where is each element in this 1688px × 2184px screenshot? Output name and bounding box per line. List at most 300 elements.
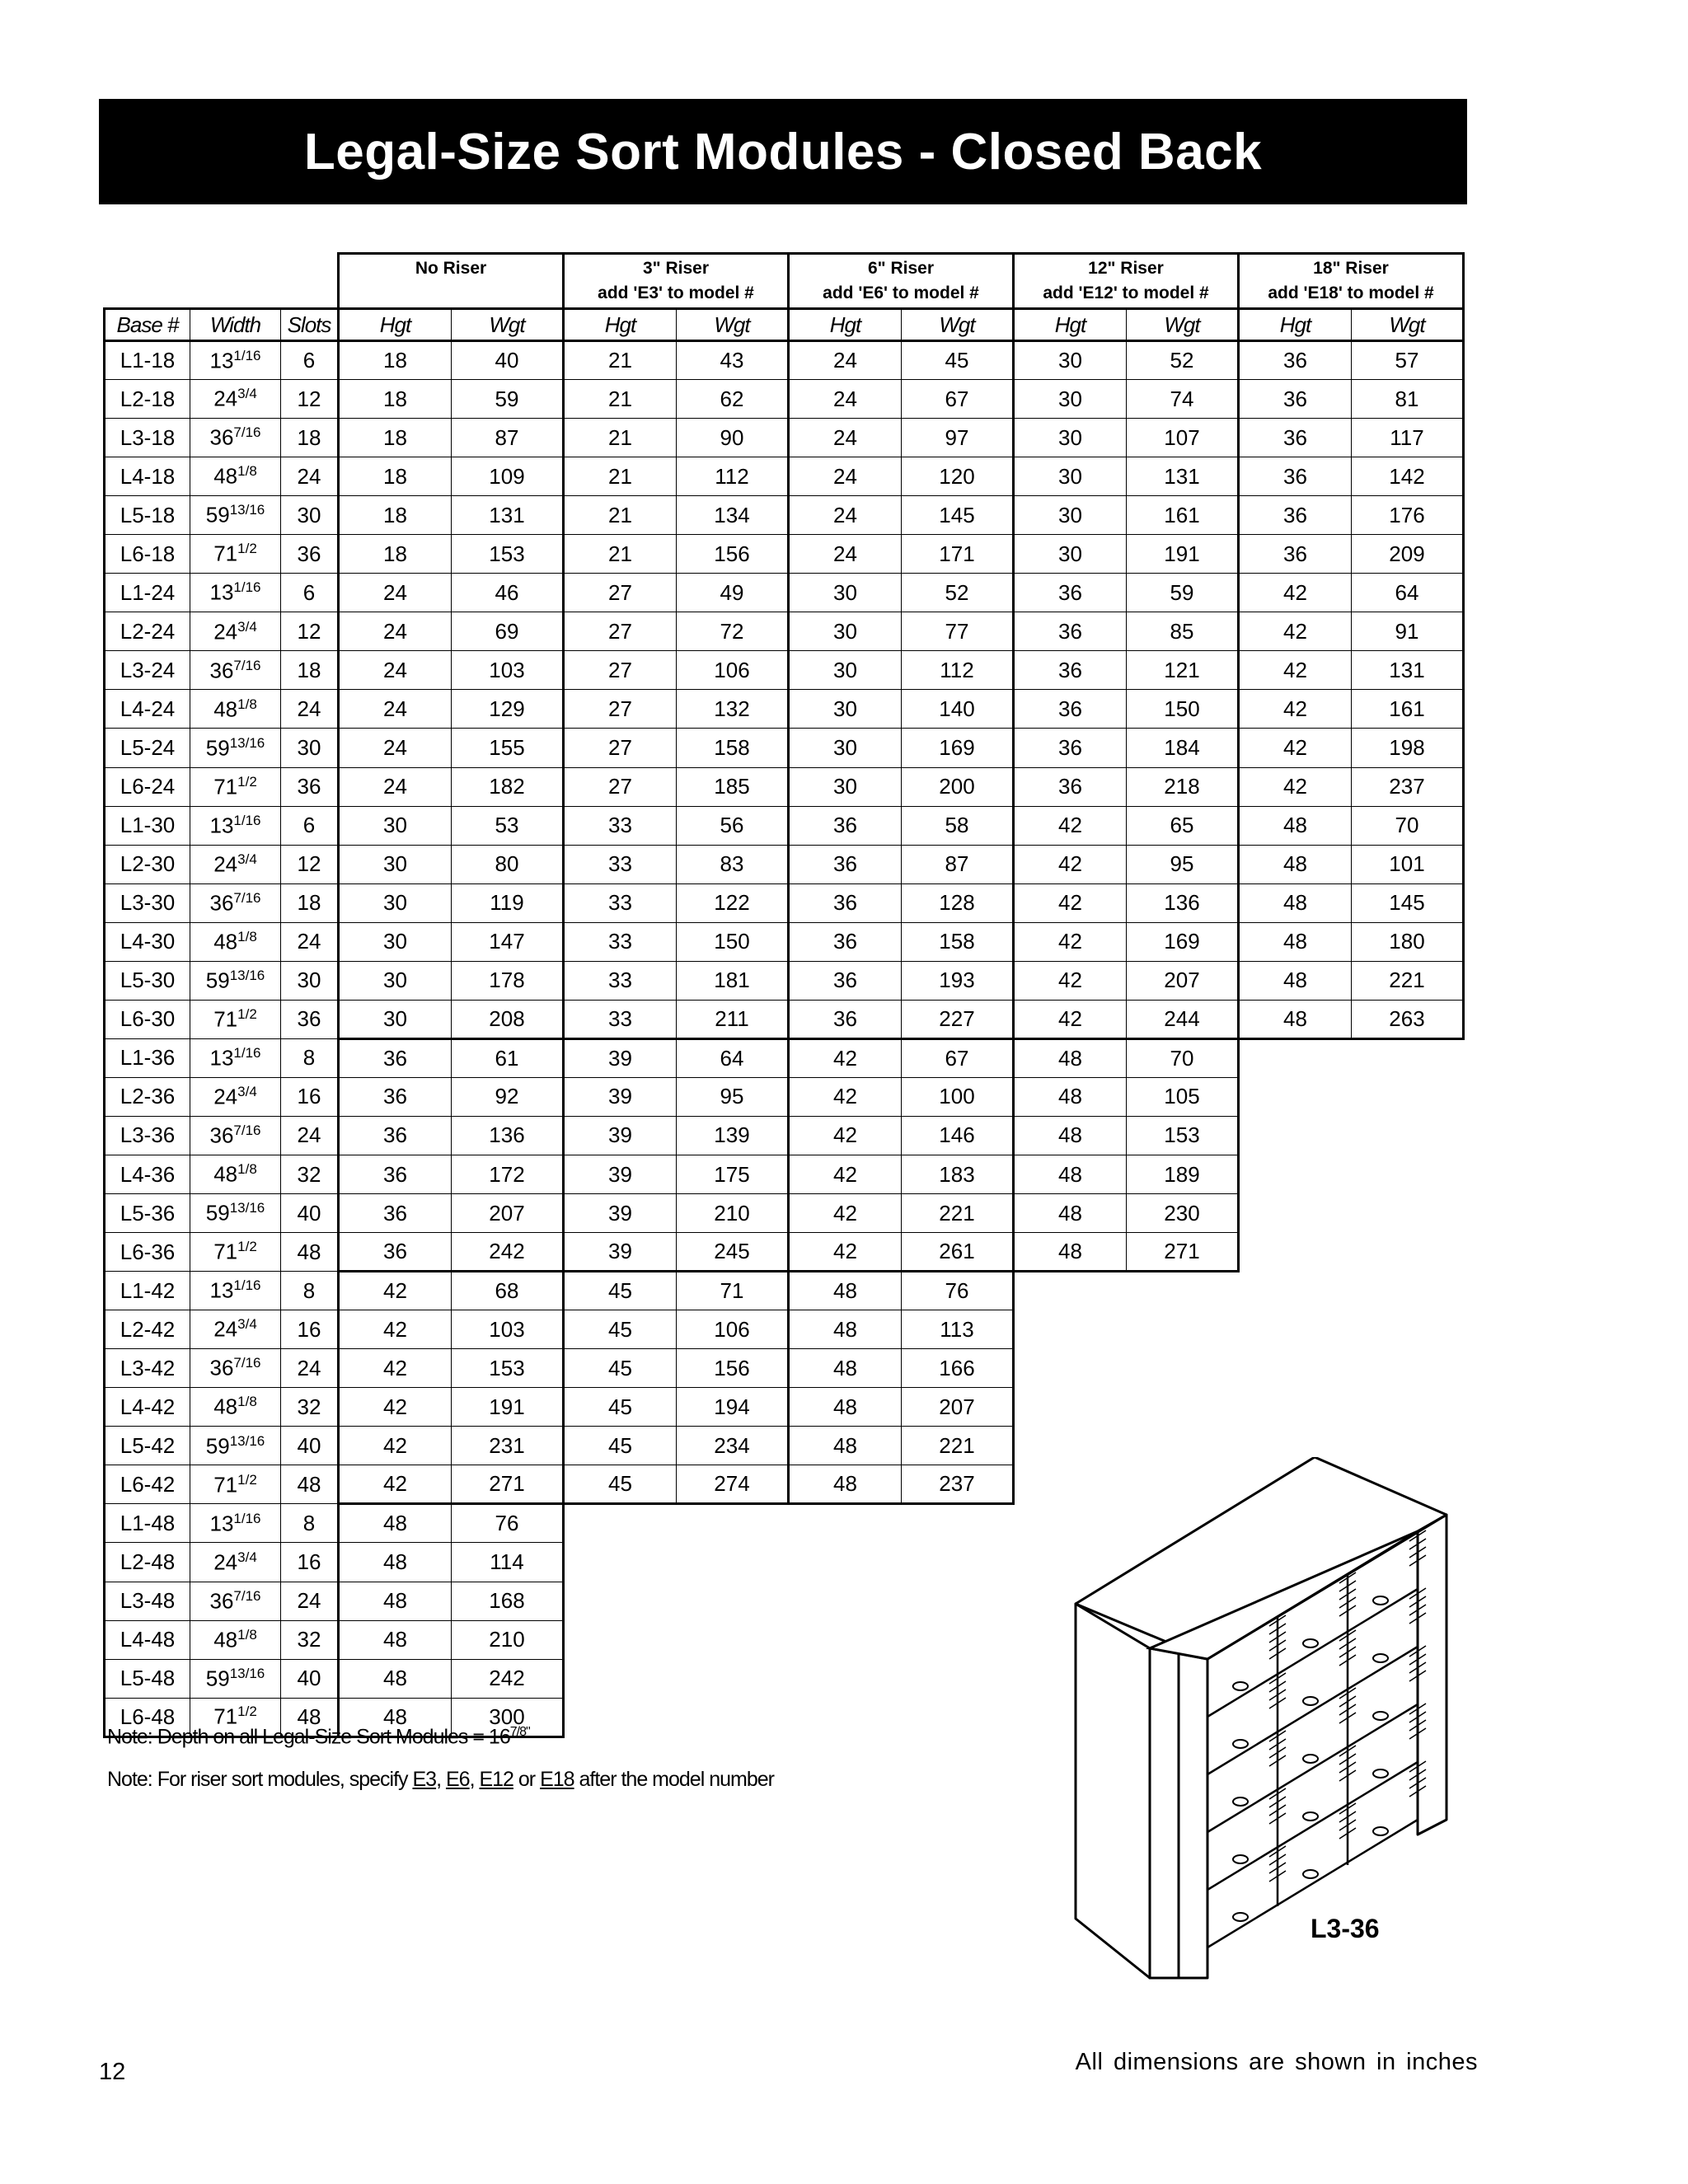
cell-hgt: 33 xyxy=(564,922,677,961)
cell-wgt: 231 xyxy=(452,1427,564,1465)
cell-wgt: 70 xyxy=(1352,806,1464,845)
cell-wgt: 193 xyxy=(902,961,1014,1000)
table-row xyxy=(105,574,1464,612)
cell-hgt: 30 xyxy=(1014,419,1127,457)
cell-hgt: 30 xyxy=(339,922,452,961)
empty-cell xyxy=(902,1620,1014,1659)
empty-cell xyxy=(677,1620,789,1659)
width-whole: 36 xyxy=(209,658,234,683)
cell-wgt: 92 xyxy=(452,1077,564,1116)
column-header-0: Base # xyxy=(105,309,190,341)
cell-hgt: 48 xyxy=(339,1620,452,1659)
cell-hgt: 36 xyxy=(789,806,902,845)
cell-wgt: 80 xyxy=(452,845,564,883)
cell-width xyxy=(190,1543,281,1582)
cell-wgt: 65 xyxy=(1127,806,1239,845)
cell-width xyxy=(190,1504,281,1543)
cell-wgt: 59 xyxy=(452,380,564,419)
cell-base: L5-42 xyxy=(105,1427,190,1465)
cell-wgt: 91 xyxy=(1352,612,1464,651)
cell-width xyxy=(190,1427,281,1465)
cell-hgt: 18 xyxy=(339,457,452,496)
cell-base: L5-18 xyxy=(105,496,190,535)
cell-slots: 18 xyxy=(281,883,339,922)
riser-note-prefix: Note: For riser sort modules, specify xyxy=(107,1768,413,1791)
cell-width xyxy=(190,1038,281,1077)
width-fraction: 3/4 xyxy=(237,618,257,635)
cell-base: L3-42 xyxy=(105,1349,190,1388)
width-whole: 71 xyxy=(213,1006,238,1032)
cell-wgt: 194 xyxy=(677,1388,789,1427)
table-row xyxy=(105,1272,1464,1310)
width-fraction: 3/4 xyxy=(237,851,257,867)
cell-wgt: 52 xyxy=(902,574,1014,612)
cell-wgt: 114 xyxy=(452,1543,564,1582)
column-header-6: Wgt xyxy=(677,309,789,341)
cell-hgt: 36 xyxy=(1014,767,1127,806)
cell-wgt: 237 xyxy=(902,1465,1014,1504)
cell-slots: 40 xyxy=(281,1194,339,1233)
width-fraction: 1/2 xyxy=(237,1239,257,1255)
cell-wgt: 169 xyxy=(1127,922,1239,961)
cell-base: L2-18 xyxy=(105,380,190,419)
group-header-4 xyxy=(1239,254,1464,309)
cell-wgt: 132 xyxy=(677,690,789,729)
cell-wgt: 40 xyxy=(452,341,564,380)
cell-hgt: 48 xyxy=(1014,1116,1127,1155)
width-whole: 59 xyxy=(205,503,230,528)
empty-cell xyxy=(564,1543,677,1582)
cell-wgt: 62 xyxy=(677,380,789,419)
width-fraction: 1/2 xyxy=(237,1704,257,1720)
cell-hgt: 30 xyxy=(789,574,902,612)
cell-width xyxy=(190,767,281,806)
empty-cell xyxy=(789,1504,902,1543)
cell-hgt: 42 xyxy=(789,1038,902,1077)
cell-slots: 16 xyxy=(281,1310,339,1349)
width-fraction: 1/8 xyxy=(237,1394,257,1410)
empty-cell xyxy=(902,1698,1014,1736)
riser-note-suffix: after the model number xyxy=(574,1768,774,1791)
width-whole: 36 xyxy=(209,1356,234,1381)
column-header-3: Hgt xyxy=(339,309,452,341)
cell-wgt: 87 xyxy=(452,419,564,457)
cell-hgt: 48 xyxy=(1239,922,1352,961)
empty-cell xyxy=(1352,1155,1464,1193)
cell-wgt: 207 xyxy=(1127,961,1239,1000)
cell-width xyxy=(190,1465,281,1504)
cell-base: L4-30 xyxy=(105,922,190,961)
group-header-3 xyxy=(1014,254,1239,309)
cell-wgt: 76 xyxy=(452,1504,564,1543)
table-row xyxy=(105,1310,1464,1349)
cell-hgt: 24 xyxy=(789,457,902,496)
cell-hgt: 42 xyxy=(1014,806,1127,845)
cell-wgt: 182 xyxy=(452,767,564,806)
cell-wgt: 107 xyxy=(1127,419,1239,457)
cell-base: L3-30 xyxy=(105,883,190,922)
cell-wgt: 153 xyxy=(452,535,564,574)
cell-hgt: 45 xyxy=(564,1427,677,1465)
cell-hgt: 24 xyxy=(339,690,452,729)
cell-hgt: 30 xyxy=(339,961,452,1000)
group-subtitle: add 'E18' to model # xyxy=(1268,284,1434,302)
cell-hgt: 24 xyxy=(339,651,452,690)
cell-slots: 30 xyxy=(281,729,339,767)
cell-hgt: 27 xyxy=(564,574,677,612)
cell-width xyxy=(190,612,281,651)
width-whole: 24 xyxy=(213,1549,238,1575)
cell-hgt: 48 xyxy=(789,1349,902,1388)
cell-wgt: 101 xyxy=(1352,845,1464,883)
empty-cell xyxy=(1352,1310,1464,1349)
empty-cell xyxy=(677,1543,789,1582)
cell-wgt: 261 xyxy=(902,1233,1014,1272)
cell-base: L4-18 xyxy=(105,457,190,496)
cell-hgt: 48 xyxy=(1014,1194,1127,1233)
riser-code-e12: E12 xyxy=(479,1768,513,1791)
cell-wgt: 166 xyxy=(902,1349,1014,1388)
cell-base: L2-48 xyxy=(105,1543,190,1582)
empty-cell xyxy=(789,1698,902,1736)
empty-cell xyxy=(1239,1077,1352,1116)
cell-hgt: 21 xyxy=(564,419,677,457)
cell-hgt: 42 xyxy=(1014,961,1127,1000)
cell-hgt: 36 xyxy=(1014,729,1127,767)
cell-hgt: 48 xyxy=(1014,1038,1127,1077)
cell-slots: 16 xyxy=(281,1077,339,1116)
cell-width xyxy=(190,1620,281,1659)
cell-slots: 32 xyxy=(281,1620,339,1659)
cell-wgt: 128 xyxy=(902,883,1014,922)
cell-wgt: 156 xyxy=(677,1349,789,1388)
cell-wgt: 191 xyxy=(1127,535,1239,574)
empty-cell xyxy=(564,1659,677,1698)
cell-wgt: 208 xyxy=(452,1000,564,1038)
cell-width xyxy=(190,651,281,690)
empty-cell xyxy=(1239,1388,1352,1427)
cell-width xyxy=(190,457,281,496)
cell-wgt: 227 xyxy=(902,1000,1014,1038)
cell-wgt: 161 xyxy=(1352,690,1464,729)
group-header-row xyxy=(105,254,1464,309)
empty-cell xyxy=(677,1504,789,1543)
empty-cell xyxy=(1127,1349,1239,1388)
cell-wgt: 155 xyxy=(452,729,564,767)
cell-hgt: 42 xyxy=(1239,651,1352,690)
cell-base: L1-48 xyxy=(105,1504,190,1543)
cell-width xyxy=(190,535,281,574)
cell-wgt: 136 xyxy=(452,1116,564,1155)
width-fraction: 3/4 xyxy=(237,1316,257,1333)
table-row xyxy=(105,1155,1464,1193)
width-fraction: 1/16 xyxy=(233,347,261,363)
cell-hgt: 39 xyxy=(564,1077,677,1116)
cell-hgt: 18 xyxy=(339,535,452,574)
width-whole: 24 xyxy=(213,1084,238,1109)
cell-wgt: 207 xyxy=(902,1388,1014,1427)
cell-wgt: 183 xyxy=(902,1155,1014,1193)
cell-hgt: 27 xyxy=(564,690,677,729)
cell-hgt: 42 xyxy=(1014,845,1127,883)
cell-hgt: 45 xyxy=(564,1310,677,1349)
cell-hgt: 18 xyxy=(339,496,452,535)
cell-hgt: 36 xyxy=(1239,535,1352,574)
table-row xyxy=(105,1038,1464,1077)
cell-wgt: 43 xyxy=(677,341,789,380)
cell-base: L1-18 xyxy=(105,341,190,380)
empty-cell xyxy=(1239,1310,1352,1349)
cell-hgt: 30 xyxy=(339,845,452,883)
cell-wgt: 191 xyxy=(452,1388,564,1427)
cell-wgt: 53 xyxy=(452,806,564,845)
column-header-4: Wgt xyxy=(452,309,564,341)
empty-cell xyxy=(1014,1388,1127,1427)
cell-wgt: 237 xyxy=(1352,767,1464,806)
width-fraction: 13/16 xyxy=(229,1665,265,1681)
cell-slots: 36 xyxy=(281,535,339,574)
cell-hgt: 42 xyxy=(1239,767,1352,806)
cell-wgt: 131 xyxy=(1127,457,1239,496)
cell-base: L6-24 xyxy=(105,767,190,806)
cell-slots: 40 xyxy=(281,1659,339,1698)
cell-wgt: 131 xyxy=(1352,651,1464,690)
table-row xyxy=(105,1349,1464,1388)
cell-slots: 36 xyxy=(281,767,339,806)
cell-base: L3-24 xyxy=(105,651,190,690)
table-row xyxy=(105,1116,1464,1155)
cell-hgt: 24 xyxy=(339,729,452,767)
cell-wgt: 83 xyxy=(677,845,789,883)
illustration-label: L3-36 xyxy=(1311,1914,1380,1943)
cell-base: L4-36 xyxy=(105,1155,190,1193)
cell-wgt: 117 xyxy=(1352,419,1464,457)
cell-wgt: 46 xyxy=(452,574,564,612)
table-row xyxy=(105,341,1464,380)
cell-wgt: 68 xyxy=(452,1272,564,1310)
cell-base: L5-30 xyxy=(105,961,190,1000)
cell-hgt: 24 xyxy=(339,767,452,806)
cell-base: L2-30 xyxy=(105,845,190,883)
cell-slots: 6 xyxy=(281,574,339,612)
cell-hgt: 42 xyxy=(789,1077,902,1116)
empty-cell xyxy=(1352,1194,1464,1233)
cell-hgt: 33 xyxy=(564,845,677,883)
width-whole: 13 xyxy=(209,348,234,373)
table-row xyxy=(105,457,1464,496)
cell-slots: 24 xyxy=(281,457,339,496)
cell-hgt: 30 xyxy=(339,806,452,845)
cell-hgt: 27 xyxy=(564,651,677,690)
cell-wgt: 67 xyxy=(902,1038,1014,1077)
cell-wgt: 147 xyxy=(452,922,564,961)
cell-wgt: 145 xyxy=(1352,883,1464,922)
cell-hgt: 42 xyxy=(339,1272,452,1310)
cell-wgt: 81 xyxy=(1352,380,1464,419)
group-subtitle: add 'E6' to model # xyxy=(823,284,979,302)
cell-hgt: 48 xyxy=(339,1543,452,1582)
cell-hgt: 48 xyxy=(789,1465,902,1504)
empty-cell xyxy=(1127,1272,1239,1310)
cell-slots: 24 xyxy=(281,922,339,961)
width-fraction: 7/16 xyxy=(233,889,261,906)
cell-hgt: 48 xyxy=(789,1272,902,1310)
table-row xyxy=(105,1000,1464,1038)
width-whole: 24 xyxy=(213,386,238,411)
cell-width xyxy=(190,1659,281,1698)
cell-wgt: 121 xyxy=(1127,651,1239,690)
width-fraction: 1/8 xyxy=(237,1161,257,1178)
riser-code-e18: E18 xyxy=(540,1768,574,1791)
empty-cell xyxy=(1352,1038,1464,1077)
cell-hgt: 24 xyxy=(789,419,902,457)
cell-wgt: 97 xyxy=(902,419,1014,457)
width-fraction: 13/16 xyxy=(229,1200,265,1216)
riser-sep: , xyxy=(469,1768,480,1791)
cell-hgt: 36 xyxy=(1014,574,1127,612)
empty-cell xyxy=(564,1620,677,1659)
cell-hgt: 45 xyxy=(564,1272,677,1310)
cell-wgt: 74 xyxy=(1127,380,1239,419)
cell-hgt: 42 xyxy=(1014,922,1127,961)
cell-hgt: 36 xyxy=(1014,651,1127,690)
cell-wgt: 161 xyxy=(1127,496,1239,535)
cell-slots: 12 xyxy=(281,612,339,651)
cell-wgt: 218 xyxy=(1127,767,1239,806)
group-header-0 xyxy=(339,254,564,309)
cell-wgt: 221 xyxy=(902,1427,1014,1465)
table-row xyxy=(105,690,1464,729)
cell-hgt: 48 xyxy=(1014,1155,1127,1193)
table-row xyxy=(105,961,1464,1000)
cell-width xyxy=(190,1077,281,1116)
cell-wgt: 184 xyxy=(1127,729,1239,767)
depth-note-text: Note: Depth on all Legal-Size Sort Modules = 16 xyxy=(107,1725,510,1749)
cell-wgt: 49 xyxy=(677,574,789,612)
empty-cell xyxy=(677,1659,789,1698)
cell-wgt: 76 xyxy=(902,1272,1014,1310)
cell-wgt: 171 xyxy=(902,535,1014,574)
width-fraction: 1/16 xyxy=(233,1510,261,1526)
width-fraction: 1/16 xyxy=(233,1045,261,1062)
empty-cell xyxy=(902,1543,1014,1582)
cell-wgt: 142 xyxy=(1352,457,1464,496)
width-fraction: 3/4 xyxy=(237,1084,257,1100)
cell-base: L3-36 xyxy=(105,1116,190,1155)
cell-wgt: 180 xyxy=(1352,922,1464,961)
cell-wgt: 145 xyxy=(902,496,1014,535)
cell-base: L2-36 xyxy=(105,1077,190,1116)
cell-hgt: 30 xyxy=(789,729,902,767)
empty-cell xyxy=(789,1659,902,1698)
cell-wgt: 189 xyxy=(1127,1155,1239,1193)
cell-hgt: 36 xyxy=(789,1000,902,1038)
cell-wgt: 103 xyxy=(452,651,564,690)
empty-cell xyxy=(564,1504,677,1543)
width-fraction: 1/8 xyxy=(237,928,257,944)
cell-wgt: 64 xyxy=(677,1038,789,1077)
cell-hgt: 36 xyxy=(339,1233,452,1272)
width-fraction: 1/2 xyxy=(237,1005,257,1022)
table-row xyxy=(105,535,1464,574)
table-row xyxy=(105,806,1464,845)
cell-hgt: 48 xyxy=(789,1388,902,1427)
empty-cell xyxy=(1352,1349,1464,1388)
width-whole: 59 xyxy=(205,968,230,993)
group-subtitle: add 'E3' to model # xyxy=(598,284,754,302)
cell-wgt: 67 xyxy=(902,380,1014,419)
cell-hgt: 30 xyxy=(789,690,902,729)
empty-cell xyxy=(1352,1272,1464,1310)
cell-base: L1-42 xyxy=(105,1272,190,1310)
cell-wgt: 271 xyxy=(452,1465,564,1504)
table-row xyxy=(105,1077,1464,1116)
column-header-row xyxy=(105,309,1464,341)
empty-cell xyxy=(1014,1310,1127,1349)
column-header-8: Wgt xyxy=(902,309,1014,341)
cell-wgt: 139 xyxy=(677,1116,789,1155)
cell-base: L5-48 xyxy=(105,1659,190,1698)
cell-hgt: 36 xyxy=(1239,341,1352,380)
column-header-10: Wgt xyxy=(1127,309,1239,341)
empty-cell xyxy=(564,1582,677,1620)
cell-base: L3-18 xyxy=(105,419,190,457)
cell-base: L3-48 xyxy=(105,1582,190,1620)
cell-base: L4-48 xyxy=(105,1620,190,1659)
cell-wgt: 106 xyxy=(677,651,789,690)
cell-slots: 18 xyxy=(281,651,339,690)
cell-hgt: 42 xyxy=(1014,1000,1127,1038)
cell-hgt: 21 xyxy=(564,496,677,535)
cell-hgt: 24 xyxy=(339,574,452,612)
cell-hgt: 24 xyxy=(789,496,902,535)
group-header-2 xyxy=(789,254,1014,309)
cell-hgt: 33 xyxy=(564,961,677,1000)
cell-hgt: 18 xyxy=(339,380,452,419)
cell-wgt: 134 xyxy=(677,496,789,535)
cell-hgt: 21 xyxy=(564,457,677,496)
width-whole: 24 xyxy=(213,1317,238,1343)
empty-cell xyxy=(564,1698,677,1736)
cell-wgt: 168 xyxy=(452,1582,564,1620)
width-fraction: 1/16 xyxy=(233,579,261,596)
cell-width xyxy=(190,1233,281,1272)
cell-width xyxy=(190,1000,281,1038)
cell-width xyxy=(190,574,281,612)
width-whole: 13 xyxy=(209,1045,234,1071)
empty-cell xyxy=(902,1659,1014,1698)
cell-wgt: 129 xyxy=(452,690,564,729)
width-whole: 36 xyxy=(209,1122,234,1148)
group-name: 18" Riser xyxy=(1313,259,1389,278)
cell-hgt: 42 xyxy=(339,1388,452,1427)
cell-hgt: 30 xyxy=(1014,341,1127,380)
cell-hgt: 48 xyxy=(1239,806,1352,845)
cell-hgt: 24 xyxy=(789,380,902,419)
blank-corner xyxy=(105,254,339,309)
cell-width xyxy=(190,690,281,729)
cell-wgt: 70 xyxy=(1127,1038,1239,1077)
empty-cell xyxy=(1239,1233,1352,1272)
table-row xyxy=(105,1233,1464,1272)
cell-hgt: 30 xyxy=(339,1000,452,1038)
cell-hgt: 48 xyxy=(1239,1000,1352,1038)
cell-wgt: 153 xyxy=(452,1349,564,1388)
cell-base: L6-30 xyxy=(105,1000,190,1038)
cell-wgt: 146 xyxy=(902,1116,1014,1155)
cell-hgt: 30 xyxy=(789,612,902,651)
cell-wgt: 274 xyxy=(677,1465,789,1504)
